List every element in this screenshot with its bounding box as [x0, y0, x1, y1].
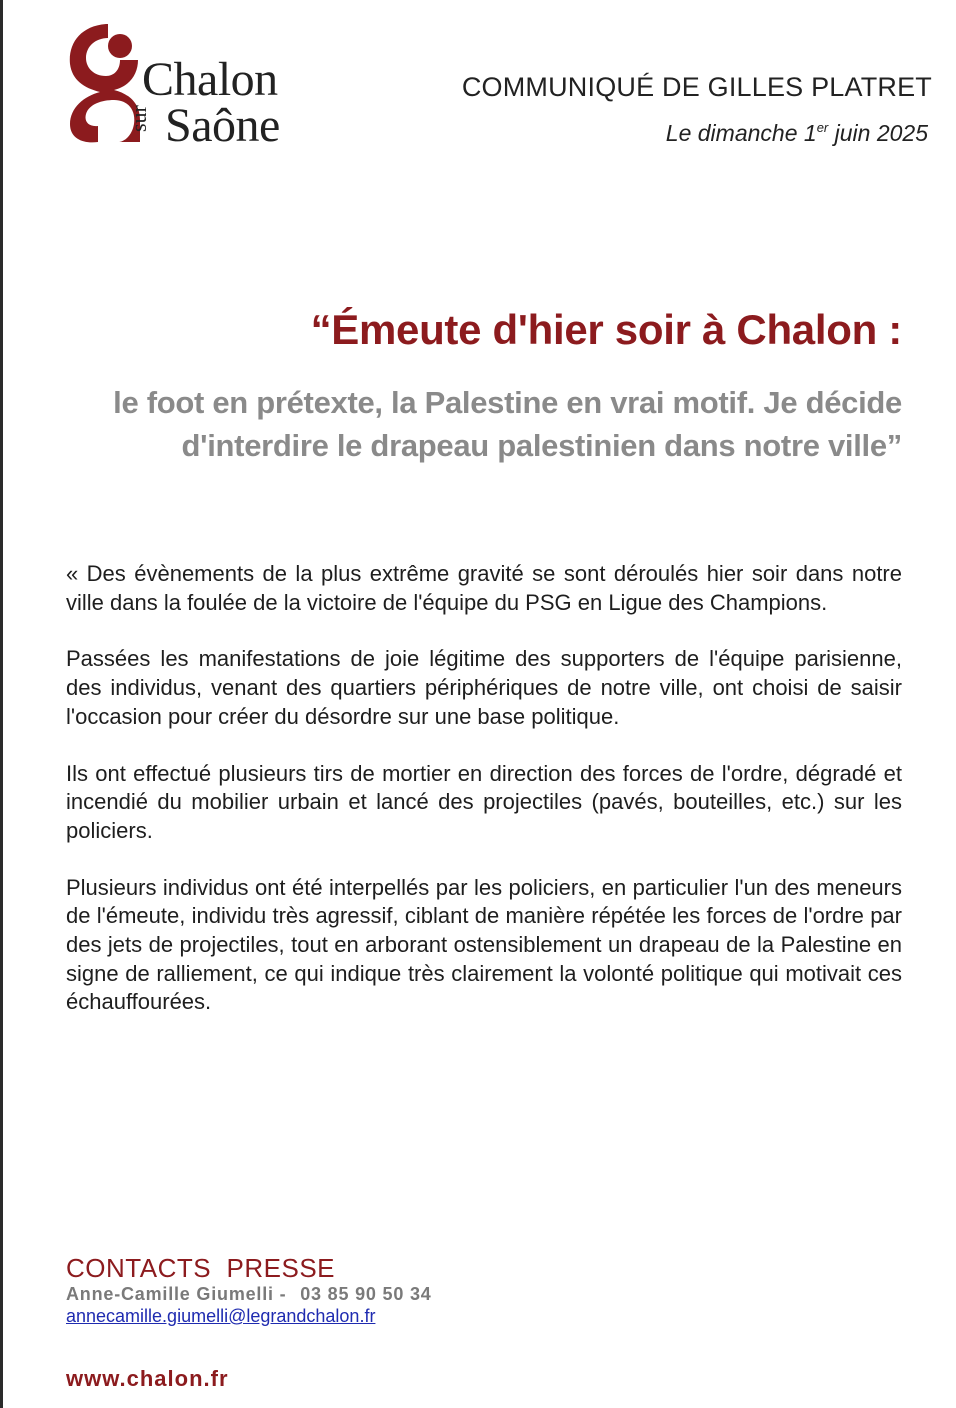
headline: “Émeute d'hier soir à Chalon :: [310, 306, 902, 353]
logo-city-text: Chalon: [142, 53, 278, 106]
document-type: COMMUNIQUÉ DE GILLES PLATRET: [461, 72, 932, 102]
subheadline: le foot en prétexte, la Palestine en vrai motif. Je décide d'interdire le drapeau palestinien dans notre ville”: [113, 385, 902, 463]
website-link[interactable]: www.chalon.fr: [66, 1366, 229, 1391]
date-ordinal: er: [816, 120, 829, 135]
contacts-title: CONTACTS PRESSE: [66, 1253, 336, 1283]
contact-phone: 03 85 90 50 34: [300, 1284, 432, 1304]
body-paragraph: Ils ont effectué plusieurs tirs de mortier en direction des forces de l'ordre, dégradé et incendié du mobilier urbain et lancé des projectiles (pavés, bouteilles, etc.) sur les policiers.: [66, 760, 902, 843]
logo-connector-text: sur: [126, 105, 151, 132]
body-paragraph: Plusieurs individus ont été interpellés par les policiers, en particulier l'un des meneurs de l'émeute, individu très agressif, ciblant de manière répétée les forces de l'ordre par des jets de projectiles, tout en arborant ostensiblement un drapeau de la Palestine en signe de ralliement, ce qui indique très clairement la volonté politique qui motivait ces échauffourées.: [66, 874, 902, 1015]
contact-email-link[interactable]: annecamille.giumelli@legrandchalon.fr: [66, 1306, 376, 1326]
body-paragraph: Passées les manifestations de joie légitime des supporters de l'équipe parisienne, des individus, venant des quartiers périphériques de notre ville, ont choisi de saisir l'occasion pour créer du désordre sur une base politique.: [66, 646, 902, 729]
contact-name: Anne-Camille Giumelli -: [66, 1284, 287, 1304]
contact-line: [66, 1284, 440, 1305]
document-date: [666, 120, 928, 147]
body-paragraph: « Des évènements de la plus extrême gravité se sont déroulés hier soir dans notre ville dans la foulée de la victoire de l'équipe du PSG en Ligue des Champions.: [66, 561, 902, 615]
logo-river-text: Saône: [165, 99, 280, 152]
date-prefix: Le dimanche 1: [665, 120, 817, 146]
date-suffix: juin 2025: [828, 120, 928, 146]
press-release-body: [66, 560, 902, 1045]
page-left-edge: [0, 0, 3, 1408]
chalon-logo: [62, 20, 312, 150]
